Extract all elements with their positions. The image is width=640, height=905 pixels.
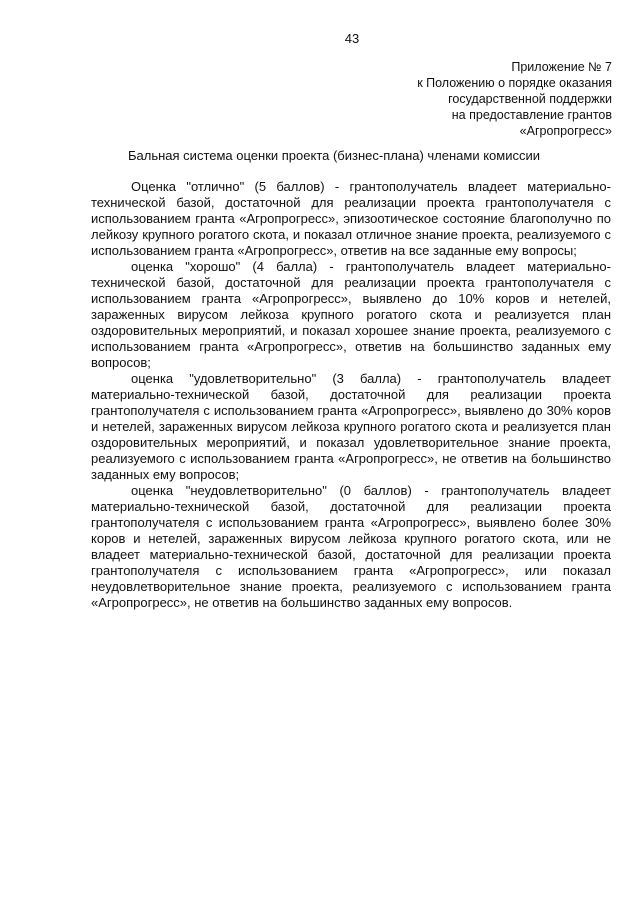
grade-paragraph-satisfactory: оценка "удовлетворительно" (3 балла) - грантополучатель владеет материально-технической базой, достаточной для реализации проекта грантополучателя с использованием гранта «Агропрогресс», выявлено до 30% коров и нетелей, зараженных вирусом лейкоза крупного рогатого скота и реализуется план оздоровительных мероприятий, и показал удовлетворительное знание проекта, реализуемого с использованием гранта «Агропрогресс», не ответив на большинство заданных ему вопросов; <box>91 371 611 482</box>
appendix-header <box>312 59 612 139</box>
grade-paragraph-unsatisfactory: оценка "неудовлетворительно" (0 баллов) - грантополучатель владеет материально-технической базой, достаточной для реализации проекта грантополучателя с использованием гранта «Агропрогресс», выявлено более 30% коров и нетелей, зараженных вирусом лейкоза крупного рогатого скота, или не владеет материально-технической базой, достаточной для реализации проекта грантополучателя с использованием гранта «Агропрогресс», или показал неудовлетворительное знание проекта, реализуемого с использованием гранта «Агропрогресс», не ответив на большинство заданных ему вопросов. <box>91 483 611 610</box>
appendix-line: «Агропрогресс» <box>519 124 612 138</box>
document-title: Бальная система оценки проекта (бизнес-плана) членами комиссии <box>128 148 541 163</box>
appendix-line: на предоставление грантов <box>451 108 612 122</box>
page-number: 43 <box>344 31 360 46</box>
appendix-line: Приложение № 7 <box>511 60 612 74</box>
grade-paragraph-excellent: Оценка "отлично" (5 баллов) - грантополучатель владеет материально-технической базой, достаточной для реализации проекта грантополучателя с использованием гранта «Агропрогресс», эпизоотическое состояние благополучно по лейкозу крупного рогатого скота, и показал отличное знание проекта, реализуемого с использованием гранта «Агропрогресс», ответив на все заданные ему вопросы; <box>91 179 611 258</box>
document-body <box>91 179 611 611</box>
appendix-line: к Положению о порядке оказания <box>417 76 612 90</box>
grade-paragraph-good: оценка "хорошо" (4 балла) - грантополучатель владеет материально-технической базой, достаточной для реализации проекта грантополучателя с использованием гранта «Агропрогресс», выявлено до 10% коров и нетелей, зараженных вирусом лейкоза крупного рогатого скота и реализуется план оздоровительных мероприятий, и показал хорошее знание проекта, реализуемого с использованием гранта «Агропрогресс», ответив на большинство заданных ему вопросов; <box>91 259 611 370</box>
appendix-line: государственной поддержки <box>448 92 612 106</box>
